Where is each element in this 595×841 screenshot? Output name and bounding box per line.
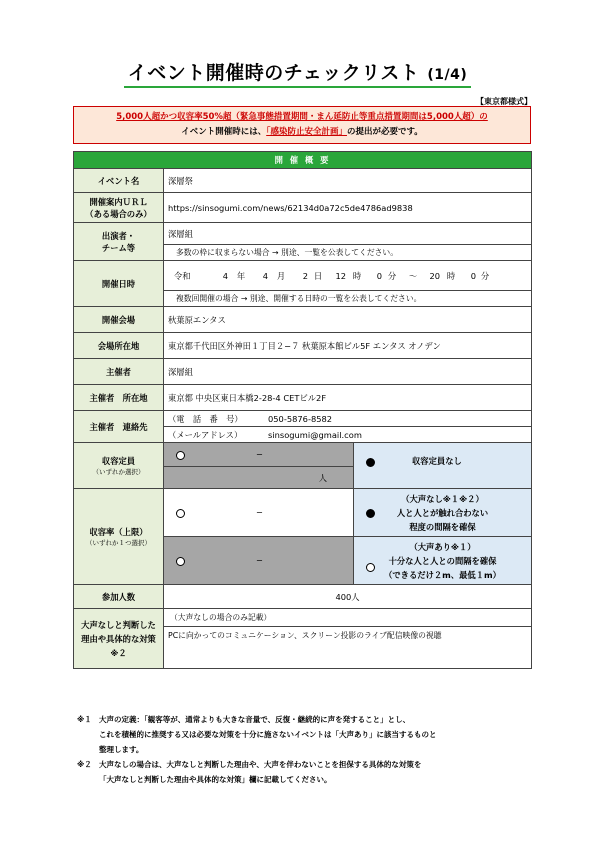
rate-b-number-radio[interactable] (176, 557, 185, 566)
safety-plan-text: 「感染防止安全計画」 (266, 127, 347, 137)
capacity-none-radio[interactable] (366, 458, 375, 467)
url-value[interactable]: https://sinsogumi.com/news/62134d0a72c5de4786ad9838 (164, 193, 532, 223)
format-label: 【東京都様式】 (476, 97, 532, 106)
venue-address-label: 会場所在地 (74, 333, 164, 359)
section-header: 開 催 概 要 (74, 152, 532, 169)
reason-value[interactable]: PCに向かってのコミュニケーション、スクリーン投影のライブ配信映像の視聴 (168, 631, 442, 640)
capacity-none-option[interactable]: 収容定員なし (354, 443, 532, 489)
notice-line-1: 5,000人超かつ収容率50%超（緊急事態措置期間・まん延防止等重点措置期間は5,000人超）の (116, 112, 488, 122)
phone-value[interactable]: 050-5876-8582 (268, 413, 333, 424)
footnotes: ※１ 大声の定義：「観客等が、通常よりも大きな音量で、反復・継続的に声を発すること」とし、 これを積極的に推奨する又は必要な対策を十分に施さないイベントは「大声あり」に該当するものと 整理します。 ※２ 大声なしの場合は、大声なしと判断した理由や、大声を伴わないことを担保する具体的な対策を 「大声なしと判断した理由や具体的な対策」欄に記載してください。 (77, 715, 437, 784)
attendance-value[interactable]: 400人 (164, 585, 532, 609)
capacity-unit: 人 (164, 467, 354, 489)
event-name-value[interactable]: 深層祭 (164, 169, 532, 193)
title-area (0, 58, 595, 88)
reason-note: （大声なしの場合のみ記載） (164, 609, 531, 627)
mail-row[interactable]: （メールアドレス） sinsogumi@gmail.com (164, 427, 532, 443)
performers-note: 多数の枠に収まらない場合 → 別途、一覧を公表してください。 (164, 245, 532, 261)
reason-cell[interactable] (164, 609, 532, 669)
venue-label: 開催会場 (74, 307, 164, 333)
page-number: (1/4) (427, 67, 468, 83)
venue-value[interactable]: 秋葉原エンタス (164, 307, 532, 333)
date-note: 複数回開催の場合 → 別途、開催する日時の一覧を公表してください。 (164, 291, 532, 307)
rate-b-option[interactable]: （大声あり※１） 十分な人と人との間隔を確保 （できるだけ２m、最低１m） (354, 537, 532, 585)
rate-a-number-radio[interactable] (176, 509, 185, 518)
notice-box (73, 106, 531, 144)
rate-a-option[interactable]: （大声なし※１※２） 人と人とが触れ合わない 程度の間隔を確保 (354, 489, 532, 537)
performers-label: 出演者・ チーム等 (74, 223, 164, 261)
contact-label: 主催者 連絡先 (74, 411, 164, 443)
rate-a-radio[interactable] (366, 509, 375, 518)
date-value[interactable]: 令和 4 年 4 月 2 日 12 時 0 分 〜 20 時 0 分 (164, 261, 532, 291)
reason-label: 大声なしと判断した 理由や具体的な対策 ※２ (74, 609, 164, 669)
mail-value[interactable]: sinsogumi@gmail.com (268, 429, 362, 440)
event-name-label: イベント名 (74, 169, 164, 193)
performers-value[interactable]: 深層組 (164, 223, 532, 245)
capacity-number-option[interactable]: − (164, 443, 354, 467)
venue-address-value[interactable]: 東京都千代田区外神田１丁目２−７ 秋葉原本館ビル5F エンタス オノデン (164, 333, 532, 359)
phone-row[interactable]: （電 話 番 号） 050-5876-8582 (164, 411, 532, 427)
organizer-address-label: 主催者 所在地 (74, 385, 164, 411)
event-overview-table (73, 151, 532, 669)
organizer-label: 主催者 (74, 359, 164, 385)
rate-b-number-option[interactable]: − (164, 537, 354, 585)
rate-b-radio[interactable] (366, 563, 375, 572)
notice-line-2: イベント開催時には、「感染防止安全計画」の提出が必要です。 (181, 127, 423, 137)
attendance-label: 参加人数 (74, 585, 164, 609)
page-title: イベント開催時のチェックリスト (1/4) (124, 58, 471, 88)
organizer-value[interactable]: 深層組 (164, 359, 532, 385)
capacity-rate-label: 収容率（上限） （いずれか１つ選択） (74, 489, 164, 585)
rate-a-number-option[interactable]: − (164, 489, 354, 537)
organizer-address-value[interactable]: 東京都 中央区東日本橋2-28-4 CETビル2F (164, 385, 532, 411)
url-label: 開催案内ＵＲＬ （ある場合のみ） (74, 193, 164, 223)
date-label: 開催日時 (74, 261, 164, 307)
capacity-label: 収容定員 （いずれか選択） (74, 443, 164, 489)
capacity-number-radio[interactable] (176, 451, 185, 460)
